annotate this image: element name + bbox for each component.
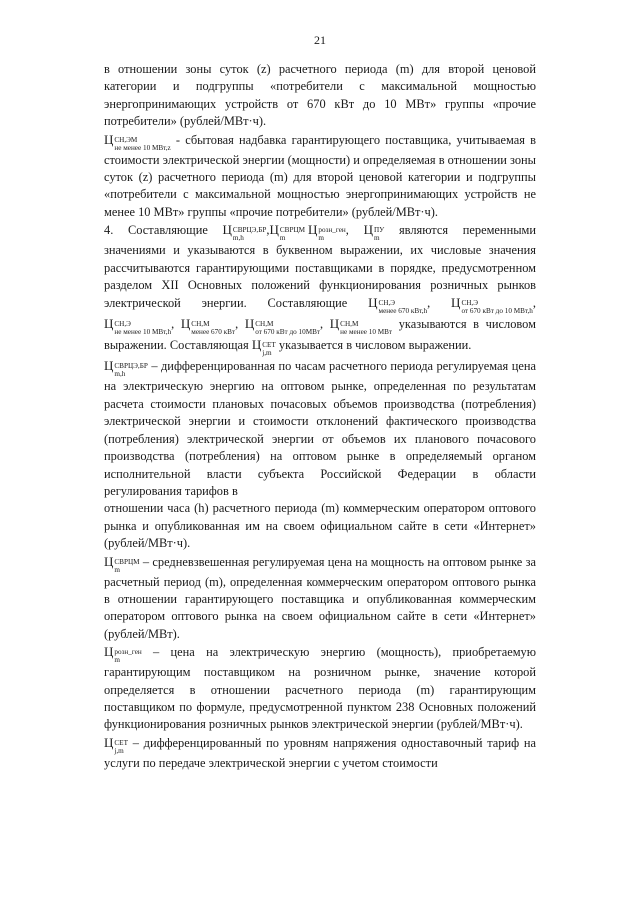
paragraph-5: отношении часа (h) расчетного периода (m) коммерческим оператором оптового рынка и опубликованная им на своем официальном сайте в сети «Интернет» (рублей/МВт·ч). bbox=[104, 501, 536, 551]
symbol-c-snm-670: Ц СН,М менее 670 кВт bbox=[180, 316, 236, 337]
paragraph-2: Ц СН,ЭМ не менее 10 МВт,z - сбытовая надбавка гарантирующего поставщика, учитываемая в стоимости электрической энергии (мощности) и определяемая в отношении зоны суток (z) расчетного периода (m) для второй ценовой категории и подгруппы «потребители с максимальной мощностью энергопринимающих устройств не менее 10 МВт» группы «прочие потребители» (рублей/МВт·ч). bbox=[104, 131, 536, 219]
symbol-c-sn-em: Ц СН,ЭМ не менее 10 МВт,z bbox=[104, 131, 171, 152]
page-number: 21 bbox=[314, 33, 326, 47]
symbol-c-rozn-gen: Ц розн_ген m bbox=[308, 222, 346, 243]
paragraph-3: 4. Составляющие Ц СВРЦЭ,БР m,h ,Ц СВРЦМ m Ц розн_ген m , Ц ПУ m являются переменными значениями и указываются в буквенном выражении, их числовые значения рассчитываются гарантирующими поставщиками в порядке, предусмотренном разделом XII Основных положений функционирования розничных рынков электрической энергии. Составляющие Ц СН,Э менее 670 кВт,h , Ц СН,Э от 670 кВт до 10 МВт,h , Ц СН,Э не менее 10 МВт,h , Ц СН,М менее 670 кВт , Ц СН,М от 670 кВт до 10МВт , Ц СН,М не менее 10 МВт указываются в числовом выражении. Составляющая Ц СЕТ j,m указывается в числовом выражении. bbox=[104, 222, 536, 358]
paragraph-1: в отношении зоны суток (z) расчетного периода (m) для второй ценовой категории и подгруппы «потребители с максимальной мощностью энергопринимающих устройств от 670 кВт до 10 МВт» группы «прочие потребители» (рублей/МВт·ч). bbox=[104, 62, 536, 129]
document-body bbox=[104, 61, 536, 772]
symbol-c-svrc-br-def: Ц СВРЦЭ,БР m,h bbox=[104, 358, 148, 379]
symbol-c-sne-670: Ц СН,Э менее 670 кВт,h bbox=[368, 295, 428, 316]
symbol-c-svrcm: Ц СВРЦМ m bbox=[269, 222, 306, 243]
symbol-c-set-def: Ц СЕТ j,m bbox=[104, 734, 128, 755]
symbol-c-snm-10: Ц СН,М не менее 10 МВт bbox=[329, 316, 393, 337]
symbol-c-sne-670-10: Ц СН,Э от 670 кВт до 10 МВт,h bbox=[451, 295, 533, 316]
symbol-c-pu: Ц ПУ m bbox=[363, 222, 385, 243]
paragraph-6: Ц СВРЦМ m – средневзвешенная регулируемая цена на мощность на оптовом рынке за расчетный период (m), определенная коммерческим оператором оптового рынка в отношении гарантирующего поставщика и опубликованная коммерческим оператором оптового рынка на своем официальном сайте в сети «Интернет» (рублей/МВт). bbox=[104, 553, 536, 641]
symbol-c-set-inline: Ц СЕТ j,m bbox=[251, 337, 276, 358]
paragraph-7: Ц розн_ген m – цена на электрическую энергию (мощность), приобретаемую гарантирующим поставщиком на розничном рынке, значение которой определяется в отношении расчетного периода (m) гарантирующим поставщиком по формуле, предусмотренной пунктом 238 Основных положений функционирования розничных рынков электрической энергии (рублей/МВт·ч). bbox=[104, 644, 536, 732]
symbol-c-sne-10: Ц СН,Э не менее 10 МВт,h bbox=[104, 316, 172, 337]
paragraph-4: Ц СВРЦЭ,БР m,h – дифференцированная по часам расчетного периода регулируемая цена на электрическую энергию на оптовом рынке, определенная по результатам расчета стоимости плановых почасовых объемов производства (потребления) электрической энергии и стоимости отклонений фактического производства (потребления) электрической энергии от объемов их планового почасового производства (потребления) на оптовом рынке в определяемый органом исполнительной власти субъекта Российской Федерации в области регулирования тарифов в bbox=[104, 358, 536, 498]
symbol-c-snm-670-10: Ц СН,М от 670 кВт до 10МВт bbox=[244, 316, 321, 337]
symbol-c-rozn-gen-def: Ц розн_ген m bbox=[104, 644, 142, 665]
symbol-c-svrc-br: Ц СВРЦЭ,БР m,h bbox=[222, 222, 267, 243]
paragraph-8: Ц СЕТ j,m – дифференцированный по уровням напряжения одноставочный тариф на услуги по передаче электрической энергии с учетом стоимости bbox=[104, 734, 536, 770]
symbol-c-svrcm-def: Ц СВРЦМ m bbox=[104, 553, 140, 574]
